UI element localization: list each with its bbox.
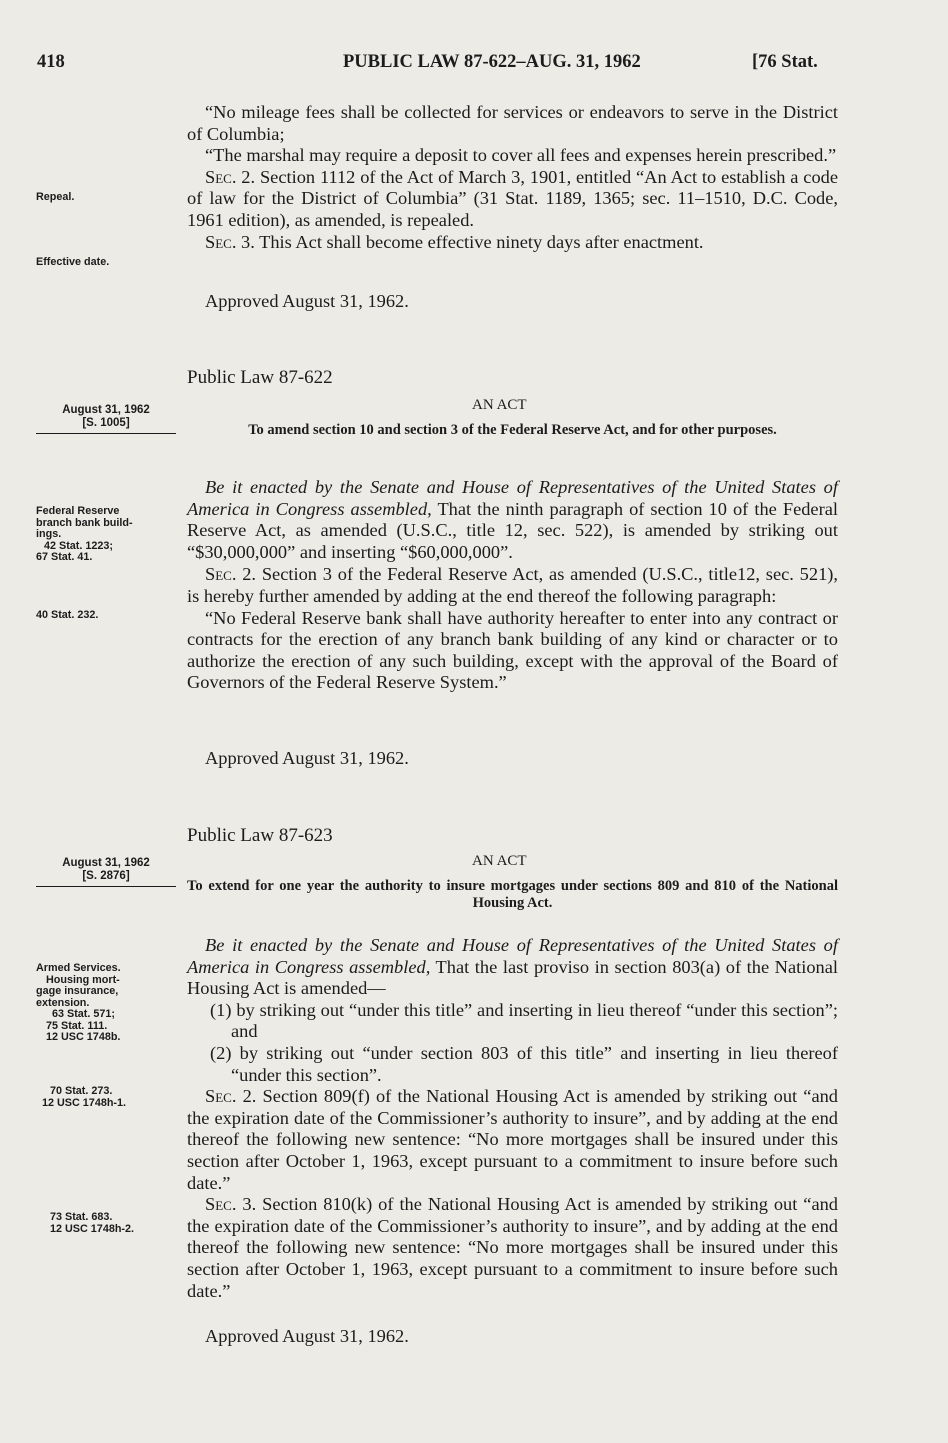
act-title-text: To extend for one year the authority to insure mortgages under sections 809 and 810 of the National Housing Act. [187,878,838,911]
an-act-label: AN ACT [472,853,527,869]
section-2-text: Section 809(f) of the National Housing Act is amended by striking out “and the expiration date of the Commissioner’s authority to insure”, and by adding at the end thereof the following new sentence: “No more mortgages shall be insured under this section after October 1, 1963, except pursuant to a commitment to insure before such date.” [187,1086,838,1193]
approved-line: Approved August 31, 1962. [205,291,409,311]
bill-number: [S. 2876] [82,870,130,882]
section-3-text: Section 810(k) of the National Housing Act is amended by striking out “and the expiration date of the Commissioner’s authority to insure”, and by adding at the end thereof the following new sentence: “No more mortgages shall be insured under this section after October 1, 1963, except pursuant to a commitment to insure before such date.” [187,1194,839,1301]
section-label: Sec. 2. [205,166,256,187]
section-2 [187,564,838,607]
section-label: Sec. 3. [205,1194,257,1215]
approved-line: Approved August 31, 1962. [205,748,409,768]
an-act-label: AN ACT [472,397,527,413]
repeal-section-text: Section 1112 of the Act of March 3, 1901, entitled “An Act to establish a code of law for the District of Columbia” (31 Stat. 1189, 1365; sec. 11–1510, D.C. Code, 1961 edition), as amended, is repealed. [187,166,839,230]
margin-note-armed-services: Armed Services. Housing mort- gage insurance, extension. 63 Stat. 571; 75 Stat. 111. 12 USC 1748b. [36,962,121,1043]
volume-reference: [76 Stat. [752,52,818,72]
section-2 [187,1086,838,1194]
law-623-body [187,935,838,1302]
act-title [187,422,838,439]
previous-law-text [187,102,838,253]
margin-note-40-stat: 40 Stat. 232. [36,609,99,621]
effective-date-section [187,232,838,254]
amendment-item-1: (1) by striking out “under this title” and inserting in lieu thereof “under this section”; and [210,999,838,1042]
margin-note-70-stat: 70 Stat. 273. 12 USC 1748h-1. [42,1085,127,1109]
quoted-paragraph: “No Federal Reserve bank shall have authority hereafter to enter into any contract or contracts for the erection of any branch bank building of any kind or character or to authorize the erection of any such building, except with the approval of the Board of Governors of the Federal Reserve System.” [187,607,838,693]
enacting-clause [187,935,838,1000]
effective-date-text: This Act shall become effective ninety days after enactment. [254,231,704,252]
enacting-text: That the ninth paragraph of section 10 of the Federal Reserve Act, as amended (U.S.C., title 12, sec. 522), is amended by striking out “$30,000,000” and inserting “$60,000,000”. [187,498,838,562]
act-title-text: To amend section 10 and section 3 of the Federal Reserve Act, and for other purposes. [248,422,777,438]
enacting-text: That the last proviso in section 803(a) of the National Housing Act is amended— [187,956,838,999]
margin-note-federal-reserve: Federal Reserve branch bank build- ings. 42 Stat. 1223; 67 Stat. 41. [36,505,133,563]
bill-number: [S. 1005] [82,417,130,429]
page-number: 418 [37,52,65,72]
repeal-section [187,167,838,232]
act-title [187,878,838,912]
section-2-text: Section 3 of the Federal Reserve Act, as amended (U.S.C., title12, sec. 521), is hereby further amended by adding at the end thereof the following paragraph: [187,564,838,606]
deposit-paragraph: “The marshal may require a deposit to cover all fees and expenses herein prescribed.” [205,145,837,166]
enacting-formula: Be it enacted by the Senate and House of Representatives of the United States of America in Congress assembled, [187,477,838,519]
margin-note-73-stat: 73 Stat. 683. 12 USC 1748h-2. [50,1211,135,1235]
approved-line: Approved August 31, 1962. [205,1326,409,1346]
margin-note-effective-date: Effective date. [36,256,110,268]
section-label: Sec. 2. [205,564,257,585]
mileage-fees-paragraph: “No mileage fees shall be collected for services or endeavors to serve in the District of Columbia; [187,102,838,144]
public-law-heading: Public Law 87-623 [187,825,333,846]
margin-note-repeal: Repeal. [36,191,75,203]
enactment-date-block [36,857,176,887]
running-title: PUBLIC LAW 87-622–AUG. 31, 1962 [343,52,641,72]
amendment-item-2: (2) by striking out “under section 803 of this title” and inserting in lieu thereof “under this section”. [210,1042,838,1085]
enactment-date: August 31, 1962 [62,404,150,416]
section-3 [187,1194,838,1302]
law-622-body [187,477,838,694]
enacting-formula: Be it enacted by the Senate and House of Representatives of the United States of America in Congress assembled, [187,935,838,977]
public-law-heading: Public Law 87-622 [187,367,333,388]
date-rule [36,886,176,887]
enactment-date-block [36,404,176,434]
enacting-clause [187,477,838,563]
enactment-date: August 31, 1962 [62,857,150,869]
date-rule [36,433,176,434]
section-label: Sec. 3. [205,231,255,252]
section-label: Sec. 2. [205,1086,257,1107]
